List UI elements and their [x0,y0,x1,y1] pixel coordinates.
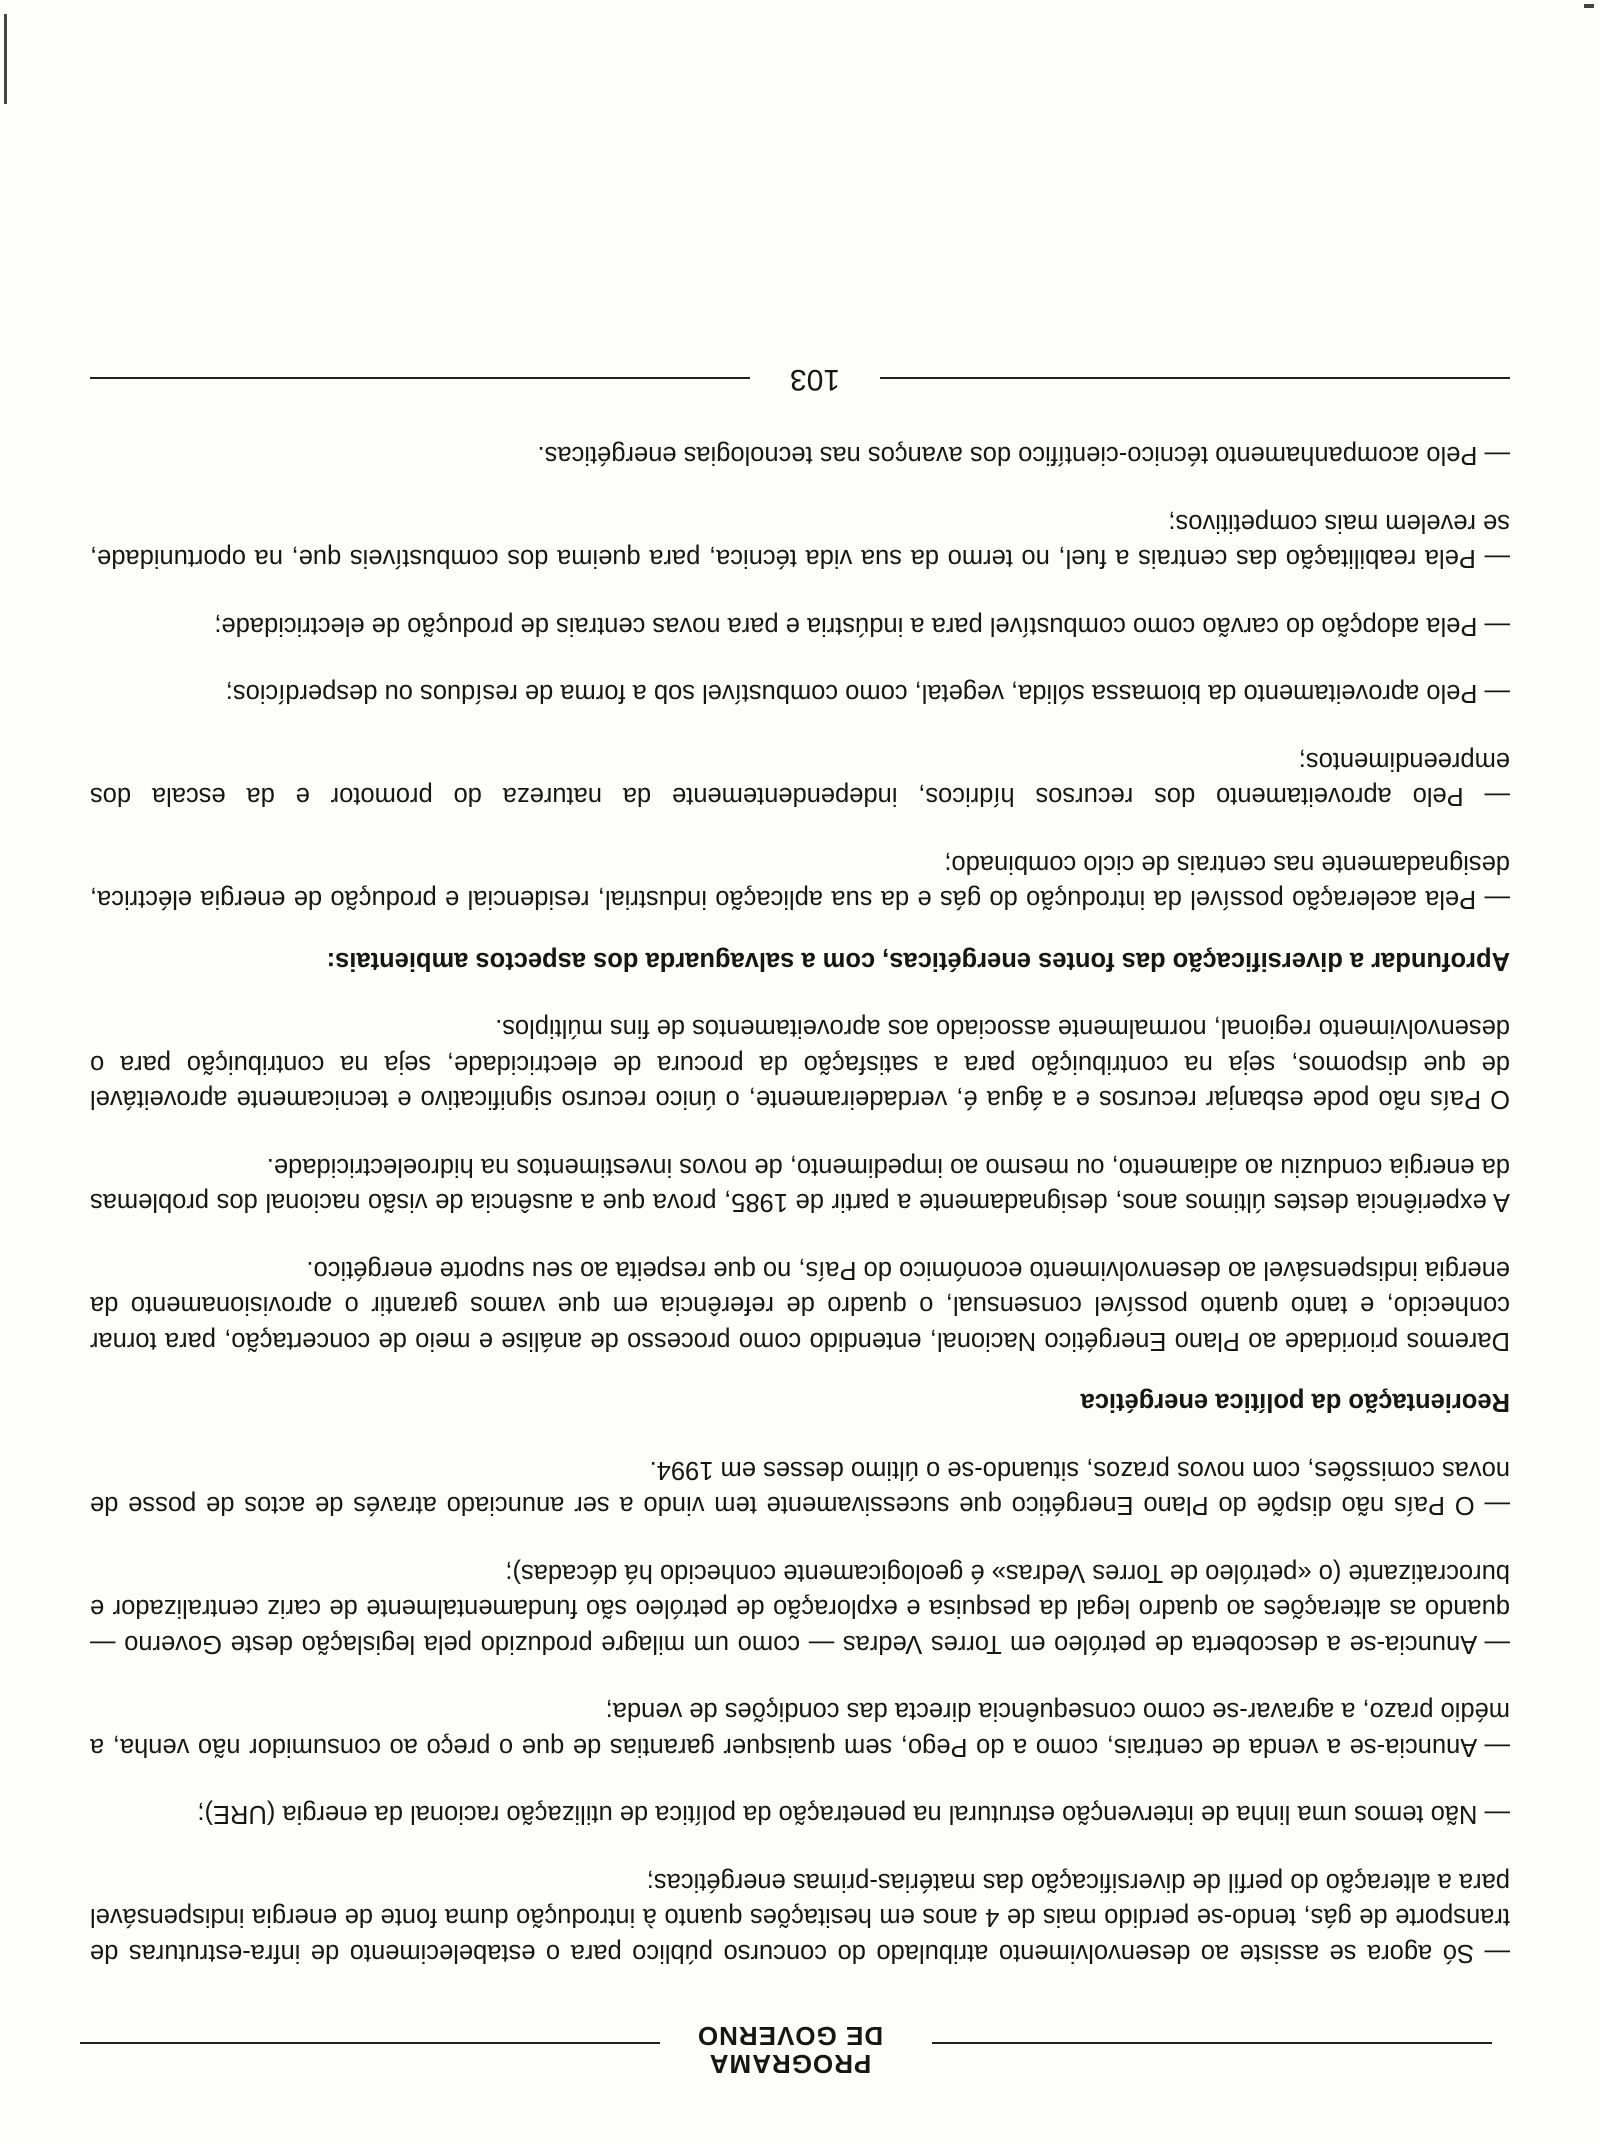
bullet-paragraph: — Anuncia-se a descoberta de petróleo em Torres Vedras — como um milagre produzido pela legislação deste Governo — quando as alterações ao quadro legal da pesquisa e exploração de petróleo são fundamentalmente de cariz centralizador e burocratizante (o «petróleo de Torres Vedras» é geologicamente conhecido há décadas); [90,1559,1510,1658]
bullet-paragraph: — Pelo aproveitamento dos recursos hídricos, independentemente da natureza do promotor e da escala dos empreendimentos; [90,747,1510,811]
scan-edge-mark-bottom [1584,4,1594,8]
body-paragraph: O País não pode esbanjar recursos e a água é, verdadeiramente, o único recurso significativo e tecnicamente aproveitável de que dispomos, seja na contribuição para a satisfação da procura de electricidade, seja na contribuição para o desenvolvimento regional, normalmente associado aos aproveitamentos de fins múltiplos. [90,1014,1510,1114]
bullet-paragraph: — Não temos uma linha de intervenção estrutural na penetração da política de utilização racional da energia (URE); [197,1800,1510,1829]
section-heading-diversification: Aprofundar a diversificação das fontes energéticas, com a salvaguarda dos aspectos ambientais: [326,947,1510,975]
page-footer [90,345,1510,405]
header-rule-left [932,2042,1492,2044]
brand-line-1: PROGRAMA [708,2049,872,2079]
bullet-paragraph: — Pela adopção do carvão como combustível para a indústria e para novas centrais de produção de electricidade; [214,612,1510,640]
page-number: 103 [789,363,841,396]
body-paragraph: A experiência destes últimos anos, designadamente a partir de 1985, prova que a ausência de visão nacional dos problemas da energia conduziu ao adiamento, ou mesmo ao impedimento, de novos investimentos na hidroelectricidade. [90,1153,1510,1217]
document-body [90,437,1510,1970]
bullet-paragraph: — Pelo aproveitamento da biomassa sólida, vegetal, como combustível sob a forma de resíduos ou desperdícios; [225,679,1510,708]
brand-title [670,2022,910,2078]
body-paragraph: Daremos prioridade ao Plano Energético Nacional, entendido como processo de análise e meio de concertação, para tornar conhecido, e tanto quanto possível consensual, o quadro de referência em que vamos garantir o aprovisionamento da energia indispensável ao desenvolvimento económico do País, no que respeita ao seu suporte energético. [90,1256,1510,1355]
bullet-paragraph: — Pela reabilitação das centrais a fuel, no termo da sua vida técnica, para queima dos combustíveis que, na oportunidade, se revelem mais competitivos; [90,509,1510,573]
footer-rule-right [90,377,750,379]
bullet-paragraph: — Anuncia-se a venda de centrais, como a do Pego, sem quaisquer garantias de que o preço ao consumidor não venha, a médio prazo, a agravar-se como consequência directa das condições de venda; [90,1697,1510,1761]
bullet-paragraph: — Pelo acompanhamento técnico-científico dos avanços nas tecnologias energéticas. [537,441,1510,470]
brand-line-2: DE GOVERNO [696,2021,884,2051]
page-content [90,345,1510,2084]
bullet-paragraph: — Só agora se assiste ao desenvolvimento atribulado do concurso público para o estabelecimento de infra-estruturas de transporte de gás, tendo-se perdido mais de 4 anos em hesitações quanto à introdução duma fonte de energia indispensável para a alteração do perfil de diversificação das matérias-primas energéticas; [90,1868,1510,1967]
bullet-paragraph: — O País não dispõe do Plano Energético que sucessivamente tem vindo a ser anunciado através de actos de posse de novas comissões, com novos prazos, situando-se o último desses em 1994. [90,1456,1510,1520]
header-rule-right [80,2042,660,2044]
scan-edge-mark [4,14,7,104]
page-header [90,2004,1510,2084]
bullet-paragraph: — Pela aceleração possível da introdução do gás e da sua aplicação industrial, residencial e produção de energia eléctrica, designadamente nas centrais de ciclo combinado; [90,850,1510,914]
section-heading-reorientation: Reorientação da política energética [1080,1388,1510,1417]
footer-rule-left [880,377,1510,379]
